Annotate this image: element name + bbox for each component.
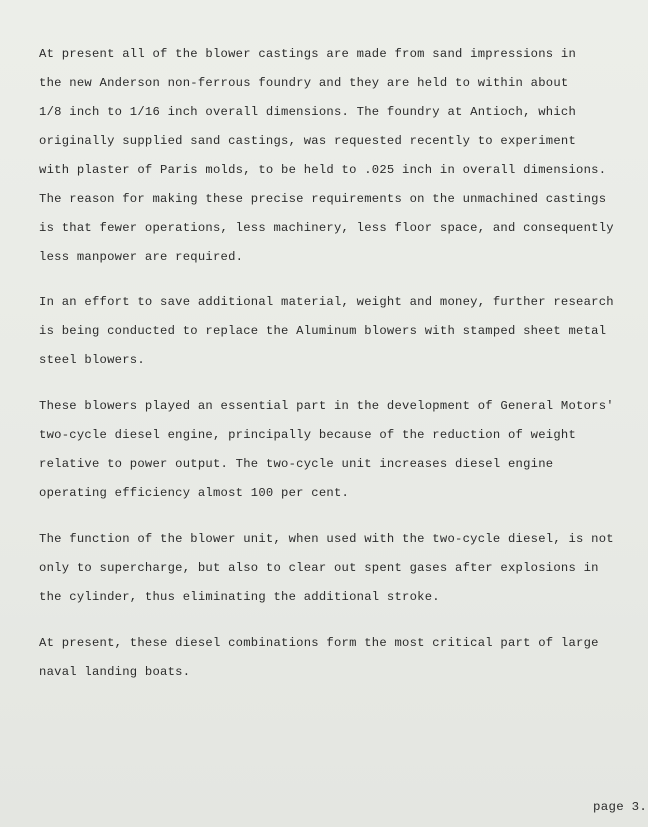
page-number: page 3. — [593, 800, 648, 814]
text-line: At present all of the blower castings are made from sand impressions in — [39, 47, 577, 61]
text-line: the cylinder, thus eliminating the additional stroke. — [39, 590, 440, 604]
text-line: In an effort to save additional material, weight and money, further research — [39, 295, 614, 309]
text-line: originally supplied sand castings, was requested recently to experiment — [39, 134, 577, 148]
text-line: less manpower are required. — [39, 250, 244, 264]
text-line: relative to power output. The two-cycle unit increases diesel engine — [39, 457, 554, 471]
text-line: two-cycle diesel engine, principally because of the reduction of weight — [39, 428, 577, 442]
text-line: The function of the blower unit, when used with the two-cycle diesel, is not — [39, 532, 614, 546]
text-line: At present, these diesel combinations form the most critical part of large — [39, 636, 599, 650]
text-line: only to supercharge, but also to clear out spent gases after explosions in — [39, 561, 599, 575]
text-line: The reason for making these precise requirements on the unmachined castings — [39, 192, 607, 206]
paragraph-landing-boats — [39, 629, 614, 687]
paragraph-research — [39, 288, 614, 375]
text-line: with plaster of Paris molds, to be held to .025 inch in overall dimensions. — [39, 163, 607, 177]
text-line: steel blowers. — [39, 353, 145, 367]
text-line: is that fewer operations, less machinery, less floor space, and consequently — [39, 221, 614, 235]
paragraph-diesel-development — [39, 392, 614, 508]
paragraph-blower-function — [39, 525, 614, 612]
text-line: 1/8 inch to 1/16 inch overall dimensions. The foundry at Antioch, which — [39, 105, 577, 119]
text-line: These blowers played an essential part in the development of General Motors' — [39, 399, 614, 413]
paragraph-blower-castings — [39, 40, 614, 272]
text-line: naval landing boats. — [39, 665, 191, 679]
text-line: the new Anderson non-ferrous foundry and they are held to within about — [39, 76, 569, 90]
text-line: is being conducted to replace the Aluminum blowers with stamped sheet metal — [39, 324, 607, 338]
text-line: operating efficiency almost 100 per cent. — [39, 486, 350, 500]
